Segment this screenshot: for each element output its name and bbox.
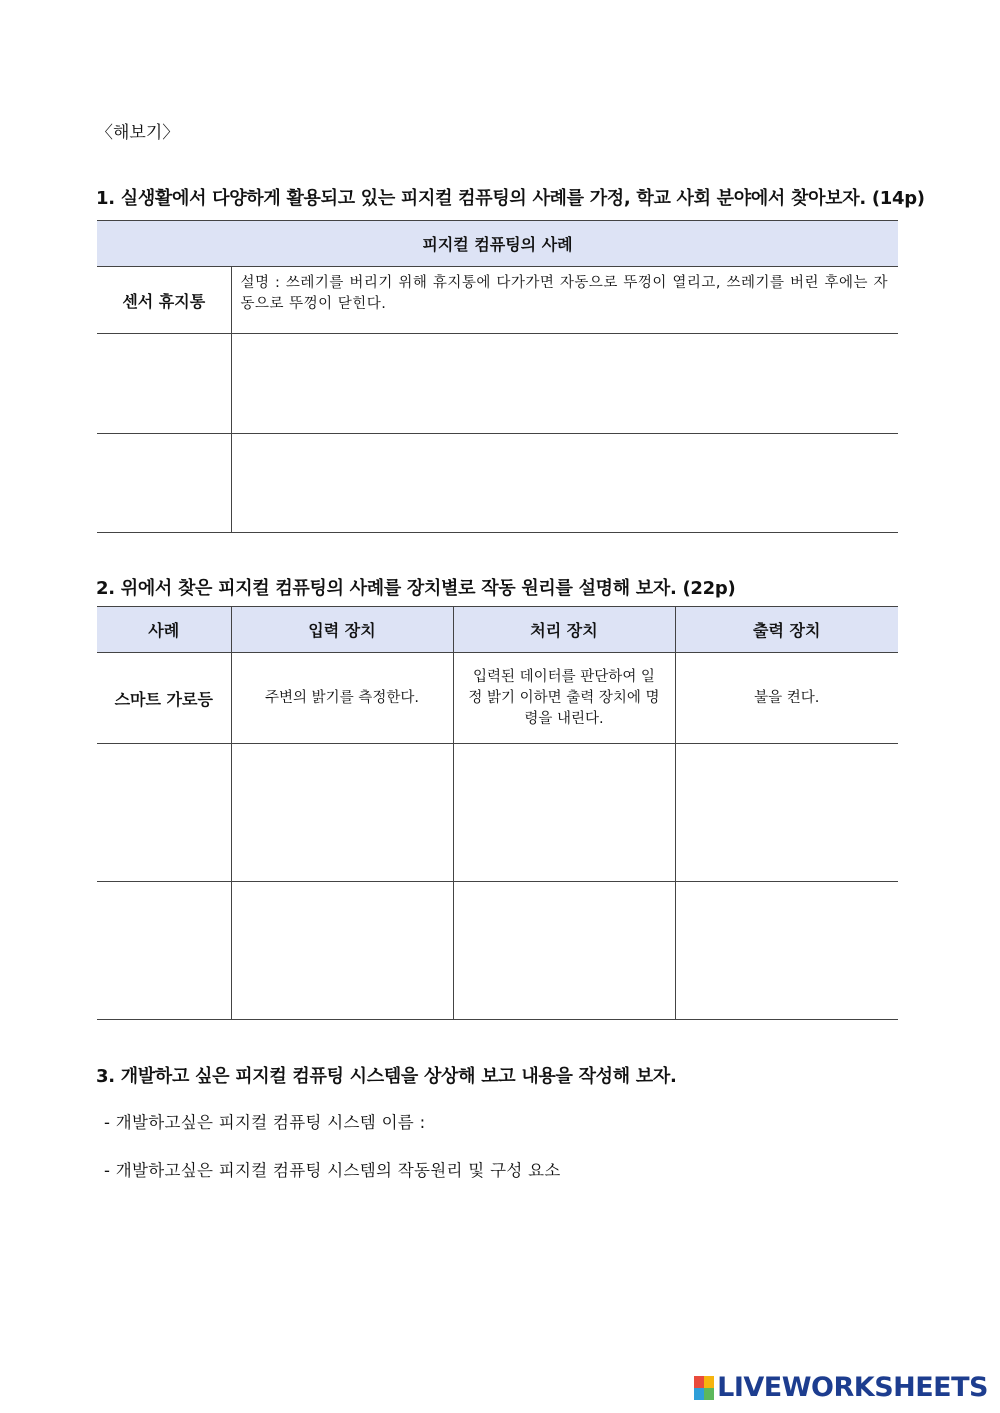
example-output-cell: 불을 켠다.	[675, 653, 898, 744]
answer-name-cell-2[interactable]	[97, 434, 231, 533]
examples-table-header: 피지컬 컴퓨팅의 사례	[97, 221, 898, 267]
system-principle-prompt: - 개발하고싶은 피지컬 컴퓨팅 시스템의 작동원리 및 구성 요소	[104, 1161, 561, 1180]
example-input-cell: 주변의 밝기를 측정한다.	[231, 653, 453, 744]
question-2-title: 2. 위에서 찾은 피지컬 컴퓨팅의 사례를 장치별로 작동 원리를 설명해 보자. (22p)	[96, 578, 736, 599]
answer-name-cell-1[interactable]	[97, 334, 231, 434]
answer-output-cell-2[interactable]	[675, 882, 898, 1020]
question-3-title: 3. 개발하고 싶은 피지컬 컴퓨팅 시스템을 상상해 보고 내용을 작성해 보자.	[96, 1066, 677, 1087]
question-1-title: 1. 실생활에서 다양하게 활용되고 있는 피지컬 컴퓨팅의 사례를 가정, 학교 사회 분야에서 찾아보자. (14p)	[96, 188, 925, 209]
devices-table	[97, 606, 898, 1020]
answer-process-cell-2[interactable]	[453, 882, 675, 1020]
answer-input-cell-1[interactable]	[231, 744, 453, 882]
example-case-cell: 스마트 가로등	[97, 653, 231, 744]
header-case: 사례	[97, 607, 231, 653]
answer-description-cell-1[interactable]	[231, 334, 898, 434]
example-name-cell: 센서 휴지통	[97, 267, 231, 334]
header-output-device: 출력 장치	[675, 607, 898, 653]
system-name-prompt: - 개발하고싶은 피지컬 컴퓨팅 시스템 이름 :	[104, 1113, 426, 1132]
answer-case-cell-2[interactable]	[97, 882, 231, 1020]
liveworksheets-logo-icon	[694, 1376, 714, 1400]
header-input-device: 입력 장치	[231, 607, 453, 653]
section-label: 〈해보기〉	[96, 123, 180, 143]
answer-description-cell-2[interactable]	[231, 434, 898, 533]
liveworksheets-logo	[694, 1372, 988, 1403]
example-process-cell: 입력된 데이터를 판단하여 일정 밝기 이하면 출력 장치에 명령을 내린다.	[453, 653, 675, 744]
answer-input-cell-2[interactable]	[231, 882, 453, 1020]
liveworksheets-logo-text: LIVEWORKSHEETS	[717, 1372, 988, 1403]
answer-case-cell-1[interactable]	[97, 744, 231, 882]
answer-output-cell-1[interactable]	[675, 744, 898, 882]
examples-table	[97, 220, 898, 533]
answer-process-cell-1[interactable]	[453, 744, 675, 882]
header-process-device: 처리 장치	[453, 607, 675, 653]
example-description-cell: 설명 : 쓰레기를 버리기 위해 휴지통에 다가가면 자동으로 뚜껑이 열리고, 쓰레기를 버린 후에는 자동으로 뚜껑이 닫힌다.	[231, 267, 898, 334]
